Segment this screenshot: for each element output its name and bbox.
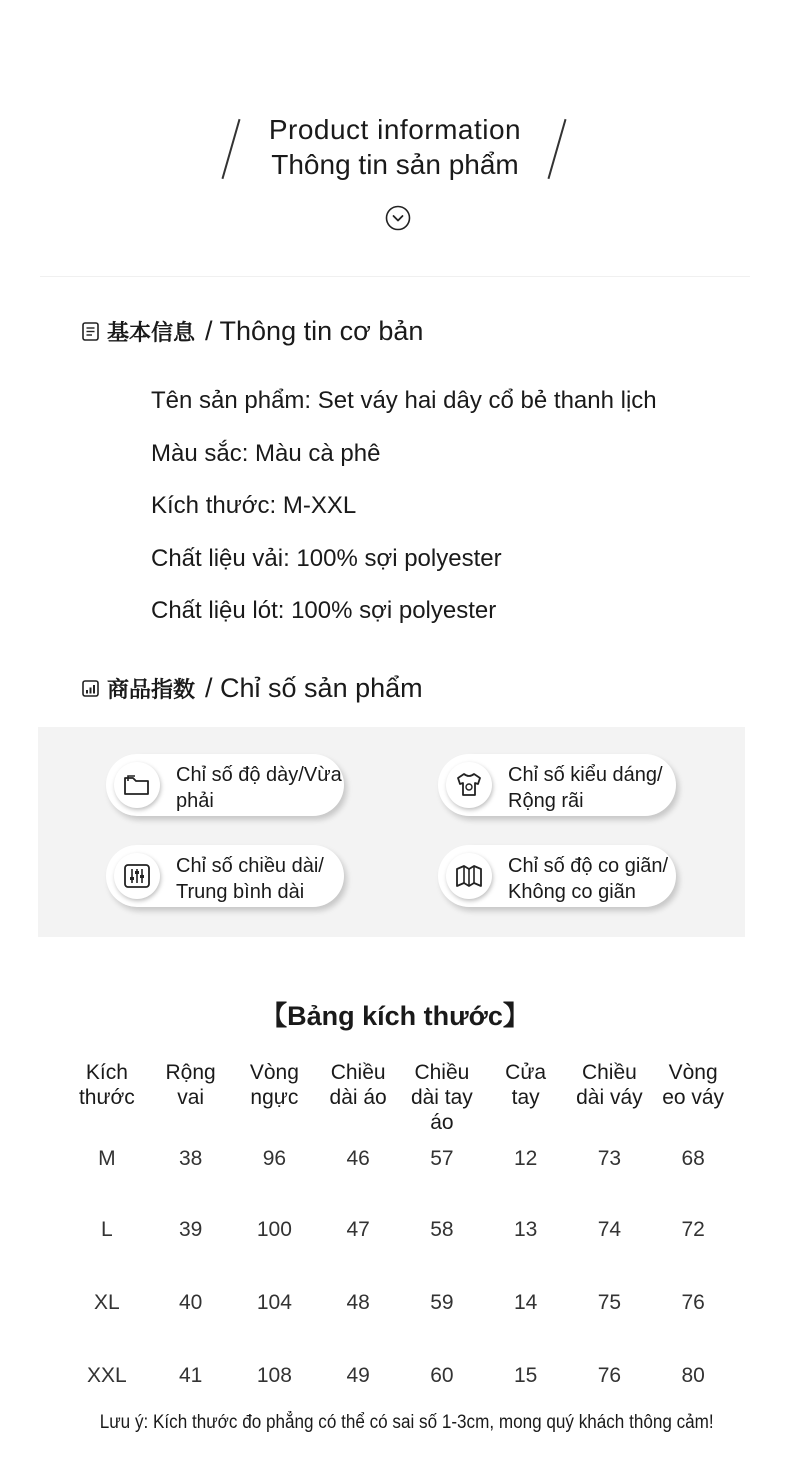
product-index-panel xyxy=(38,727,745,937)
col-header: Chiều dài váy xyxy=(576,1061,643,1109)
table-cell: 14 xyxy=(513,1290,538,1314)
info-product-name: Tên sản phẩm: Set váy hai dây cổ bẻ thanh lịch xyxy=(151,387,657,414)
map-icon xyxy=(446,853,492,899)
index-length-label: Chỉ số chiều dài/ Trung bình dài xyxy=(176,855,324,903)
table-row xyxy=(65,1193,735,1266)
table-cell: 76 xyxy=(597,1363,622,1387)
table-cell: 68 xyxy=(681,1147,705,1170)
size-chart-title: 【Bảng kích thước】 xyxy=(260,1001,530,1031)
table-cell: L xyxy=(101,1217,113,1241)
table-cell: 75 xyxy=(597,1290,622,1314)
table-cell: 15 xyxy=(513,1363,538,1387)
title-vietnamese: Thông tin sản phẩm xyxy=(271,149,519,180)
index-elasticity-label: Chỉ số độ co giãn/ Không co giãn xyxy=(508,855,669,903)
col-header: Rộng vai xyxy=(165,1061,216,1109)
table-cell: 96 xyxy=(262,1147,287,1170)
folder-icon xyxy=(114,762,160,808)
size-note: Lưu ý: Kích thước đo phẳng có thể có sai số 1-3cm, mong quý khách thông cảm! xyxy=(99,1412,714,1433)
table-cell: 57 xyxy=(430,1147,454,1170)
index-thickness xyxy=(106,754,344,816)
chart-icon xyxy=(82,679,99,698)
index-elasticity xyxy=(438,845,676,907)
info-fabric: Chất liệu vải: 100% sợi polyester xyxy=(151,544,502,572)
table-cell: 80 xyxy=(681,1363,705,1387)
table-cell: 49 xyxy=(346,1363,370,1387)
col-header: Kích thước xyxy=(78,1061,135,1109)
tshirt-icon xyxy=(446,762,492,808)
header-divider xyxy=(40,276,750,277)
col-header: Chiều dài áo xyxy=(329,1061,387,1109)
document-icon xyxy=(82,322,99,341)
page-header xyxy=(0,0,790,280)
size-table-header-row xyxy=(65,1058,735,1135)
basic-info-heading-cn: 基本信息 xyxy=(107,319,196,345)
basic-info-list xyxy=(151,383,751,646)
product-index-heading xyxy=(82,670,423,706)
table-cell: XXL xyxy=(87,1363,127,1387)
product-index-heading-vi: / Chỉ số sản phẩm xyxy=(205,672,423,703)
index-fit xyxy=(438,754,676,816)
table-cell: 104 xyxy=(256,1290,292,1314)
table-cell: 40 xyxy=(178,1290,203,1314)
info-lining: Chất liệu lót: 100% sợi polyester xyxy=(151,597,497,624)
table-row xyxy=(65,1135,735,1193)
table-cell: XL xyxy=(94,1290,120,1314)
col-header: Cửa tay xyxy=(505,1061,547,1109)
sliders-icon xyxy=(114,853,160,899)
table-cell: 41 xyxy=(178,1363,203,1387)
table-cell: 48 xyxy=(346,1290,370,1314)
table-cell: 73 xyxy=(597,1147,622,1170)
index-thickness-label: Chỉ số độ dày/Vừa phải xyxy=(176,764,342,812)
table-cell: 72 xyxy=(681,1217,705,1241)
col-header: Vòng eo váy xyxy=(662,1061,725,1109)
size-table xyxy=(65,1058,735,1412)
table-cell: 39 xyxy=(178,1217,203,1241)
table-cell: 38 xyxy=(178,1147,203,1170)
info-size: Kích thước: M-XXL xyxy=(151,492,357,519)
table-row xyxy=(65,1266,735,1339)
table-cell: 76 xyxy=(681,1290,705,1314)
table-cell: 13 xyxy=(513,1217,538,1241)
index-fit-label: Chỉ số kiểu dáng/ Rộng rãi xyxy=(508,764,663,812)
basic-info-heading xyxy=(82,313,423,349)
table-cell: 108 xyxy=(256,1363,292,1387)
table-cell: 59 xyxy=(430,1290,454,1314)
table-cell: 100 xyxy=(256,1217,292,1241)
table-row xyxy=(65,1339,735,1412)
table-cell: 60 xyxy=(430,1363,454,1387)
table-cell: 47 xyxy=(346,1217,370,1241)
title-english: Product information xyxy=(268,114,522,145)
table-cell: M xyxy=(98,1147,116,1170)
table-cell: 12 xyxy=(513,1147,538,1170)
chevron-down-circle-icon xyxy=(385,205,411,231)
product-index-heading-cn: 商品指数 xyxy=(107,676,196,702)
table-cell: 58 xyxy=(430,1217,454,1241)
basic-info-heading-vi: / Thông tin cơ bản xyxy=(205,315,424,346)
table-cell: 46 xyxy=(346,1147,370,1170)
index-length xyxy=(106,845,344,907)
table-cell: 74 xyxy=(597,1217,622,1241)
info-color: Màu sắc: Màu cà phê xyxy=(151,439,381,467)
col-header: Chiều dài tay áo xyxy=(410,1061,473,1134)
col-header: Vòng ngực xyxy=(249,1061,299,1109)
